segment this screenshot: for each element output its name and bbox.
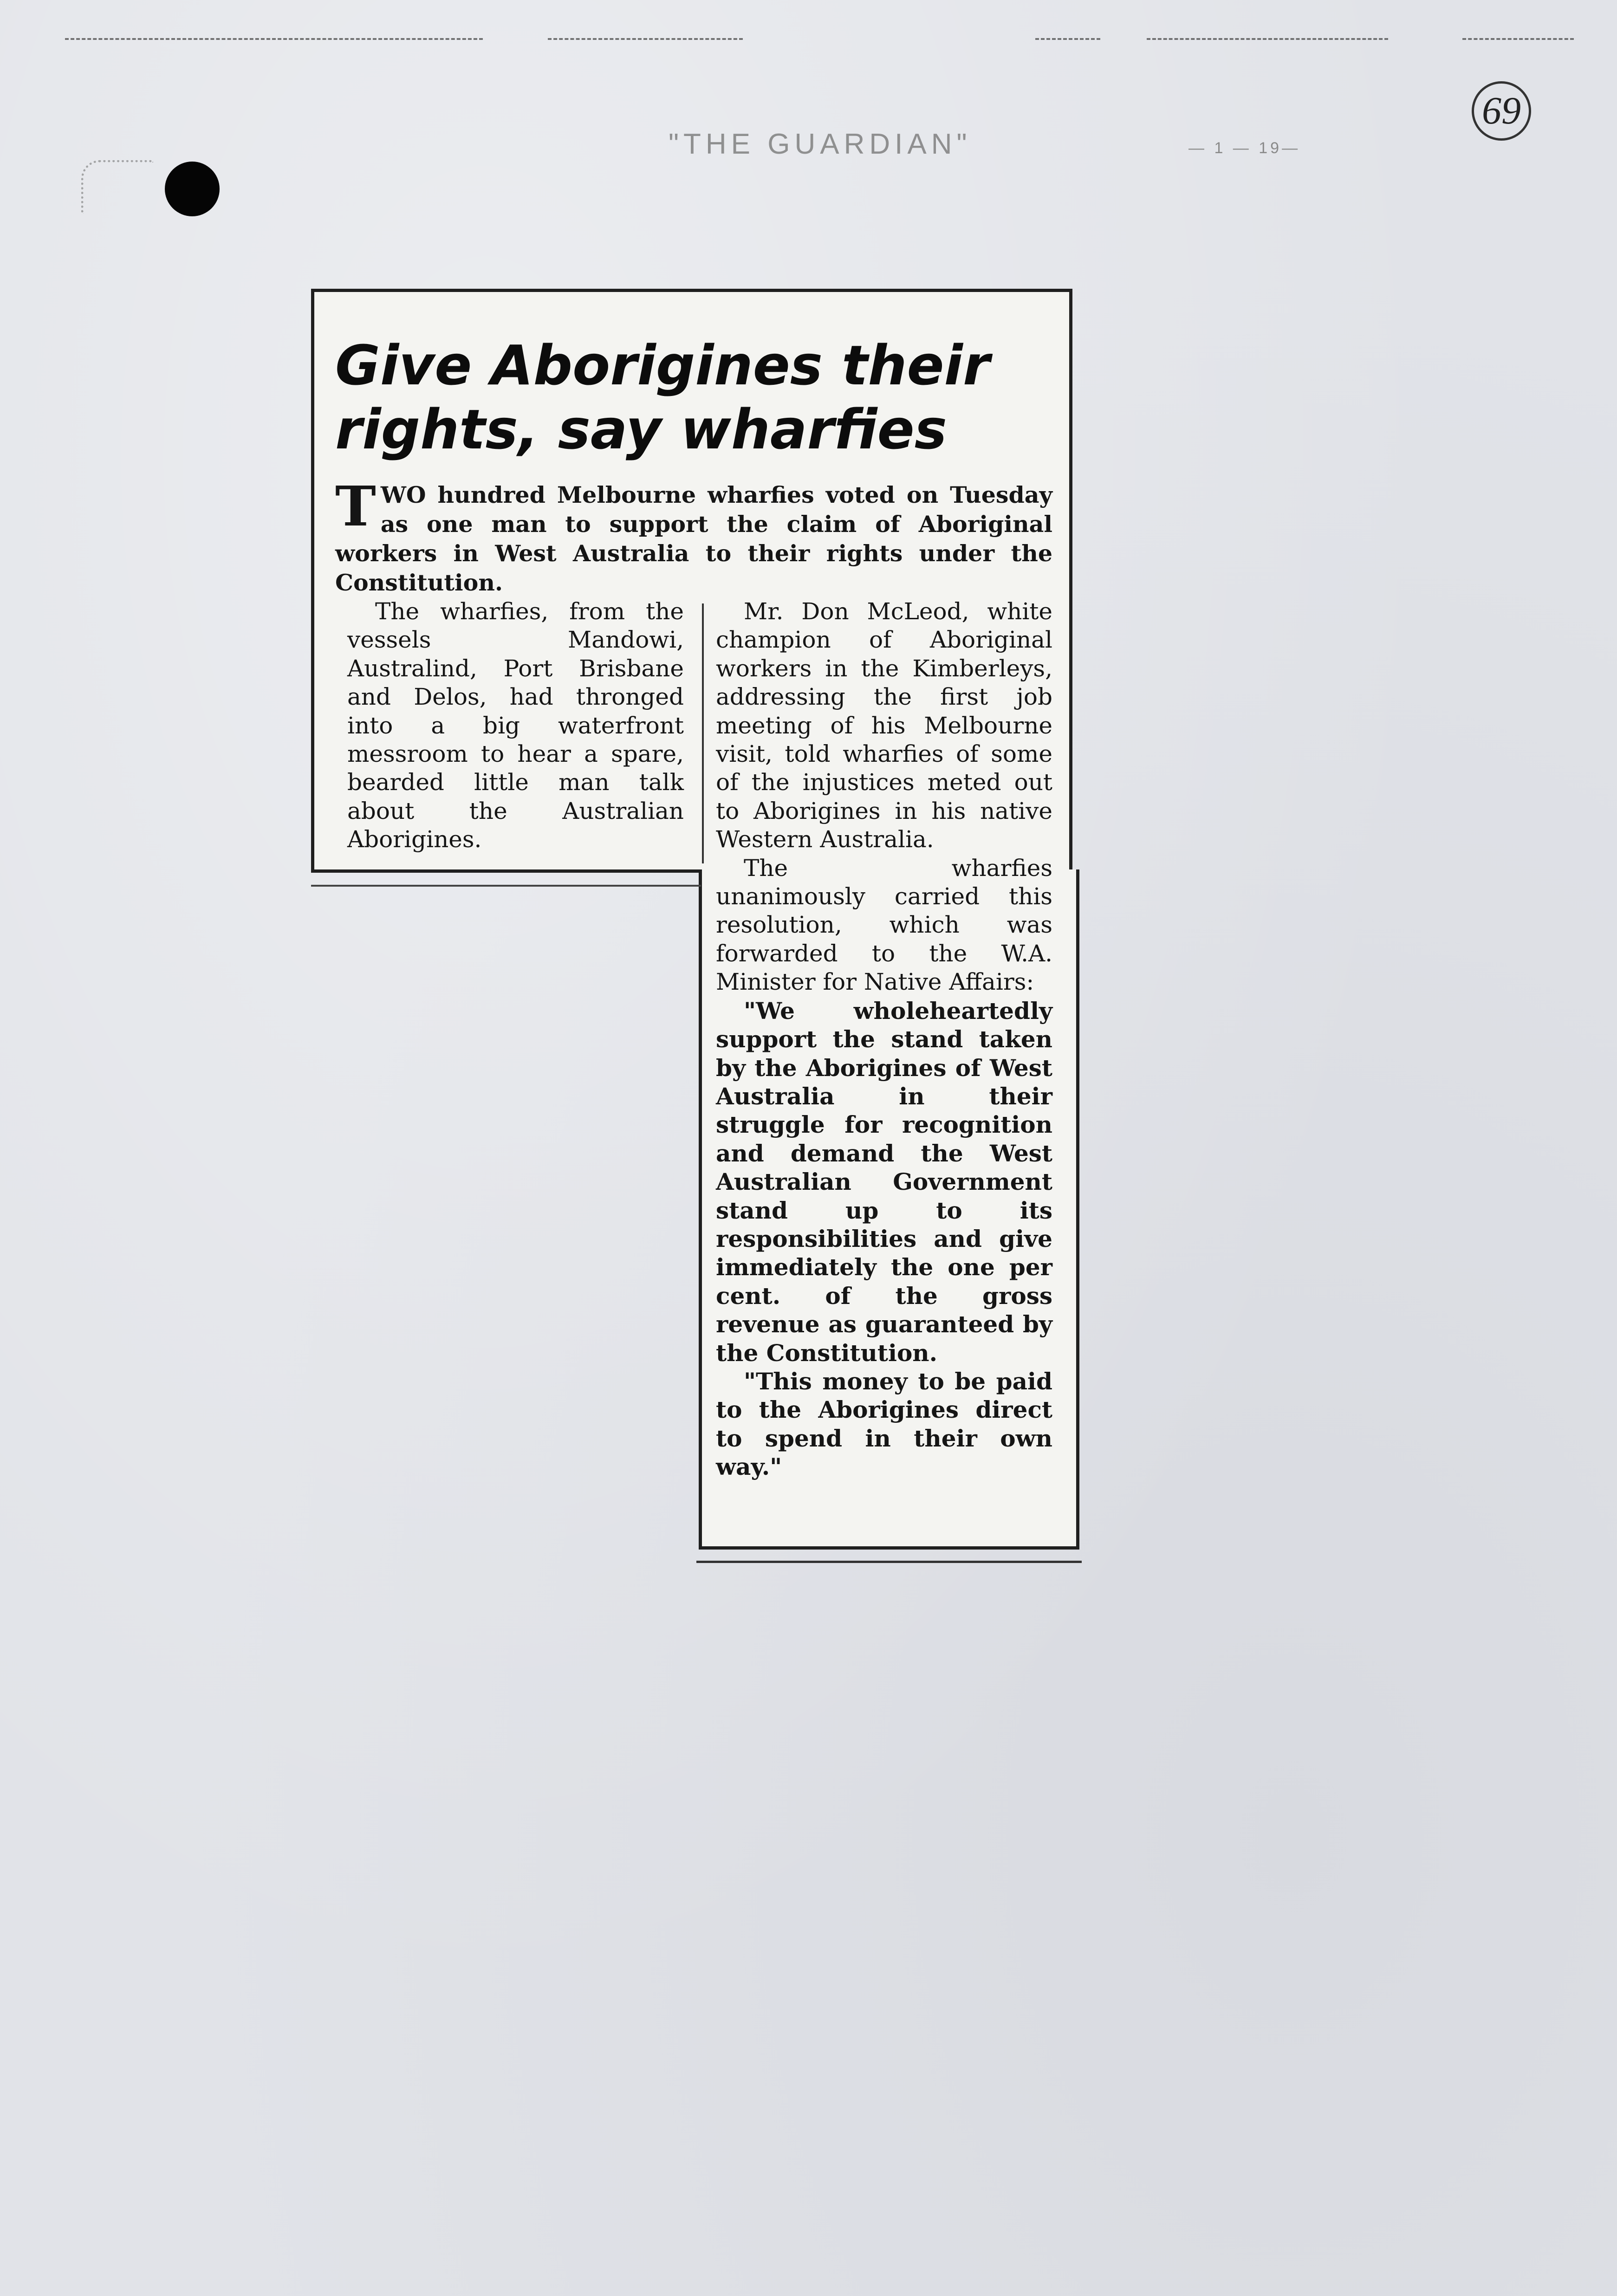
- article-column-right: [716, 597, 1052, 1481]
- article-lead: [335, 474, 1052, 597]
- punch-hole: [165, 162, 220, 216]
- paragraph-resolution-intro: The wharfies unanimously carried this resolution, which was forwarded to the W.A. Minister for Native Affairs:: [716, 854, 1052, 996]
- scan-edge-mark: [1147, 38, 1388, 40]
- paragraph-mcleod: Mr. Don McLeod, white champion of Aboriginal workers in the Kimberleys, addressing the first job meeting of his Melbourne visit, told wharfies of some of the injustices meted out to Aborigines in his native Western Australia.: [716, 598, 1052, 853]
- lead-text: WO hundred Melbourne wharfies voted on Tuesday as one man to support the claim of Aboriginal workers in West Australia to their rights under the Constitution.: [335, 481, 1052, 596]
- punch-hole-marks: [81, 160, 153, 214]
- article-column-left: The wharfies, from the vessels Mandowi, Australind, Port Brisbane and Delos, had thronged into a big waterfront messroom to hear a spare, bearded little man talk about the Australian Aborigines.: [347, 598, 684, 853]
- publication-note: "THE GUARDIAN": [669, 128, 972, 160]
- paragraph-resolution-quote: "We wholeheartedly support the stand taken by the Aborigines of West Australia in their struggle for recognition and demand the West Australian Government stand up to its responsibilities and give immediately the one per cent. of the gross revenue as guaranteed by the Constitution.: [716, 997, 1052, 1367]
- column-divider: [702, 603, 704, 863]
- scan-edge-mark: [65, 38, 483, 40]
- scan-edge-mark: [1035, 38, 1100, 40]
- article-headline: Give Aborigines their rights, say wharfies: [335, 333, 990, 461]
- folio-number: 69: [1472, 81, 1531, 141]
- clipping-bottom-rule: [696, 1561, 1082, 1563]
- date-note: — 1 — 19—: [1188, 139, 1301, 157]
- paragraph-resolution-money: "This money to be paid to the Aborigines direct to spend in their own way.": [716, 1367, 1052, 1481]
- clipping-divider-rule: [311, 885, 701, 887]
- drop-cap: T: [335, 474, 376, 538]
- scan-edge-mark: [548, 38, 743, 40]
- scan-edge-mark: [1462, 38, 1574, 40]
